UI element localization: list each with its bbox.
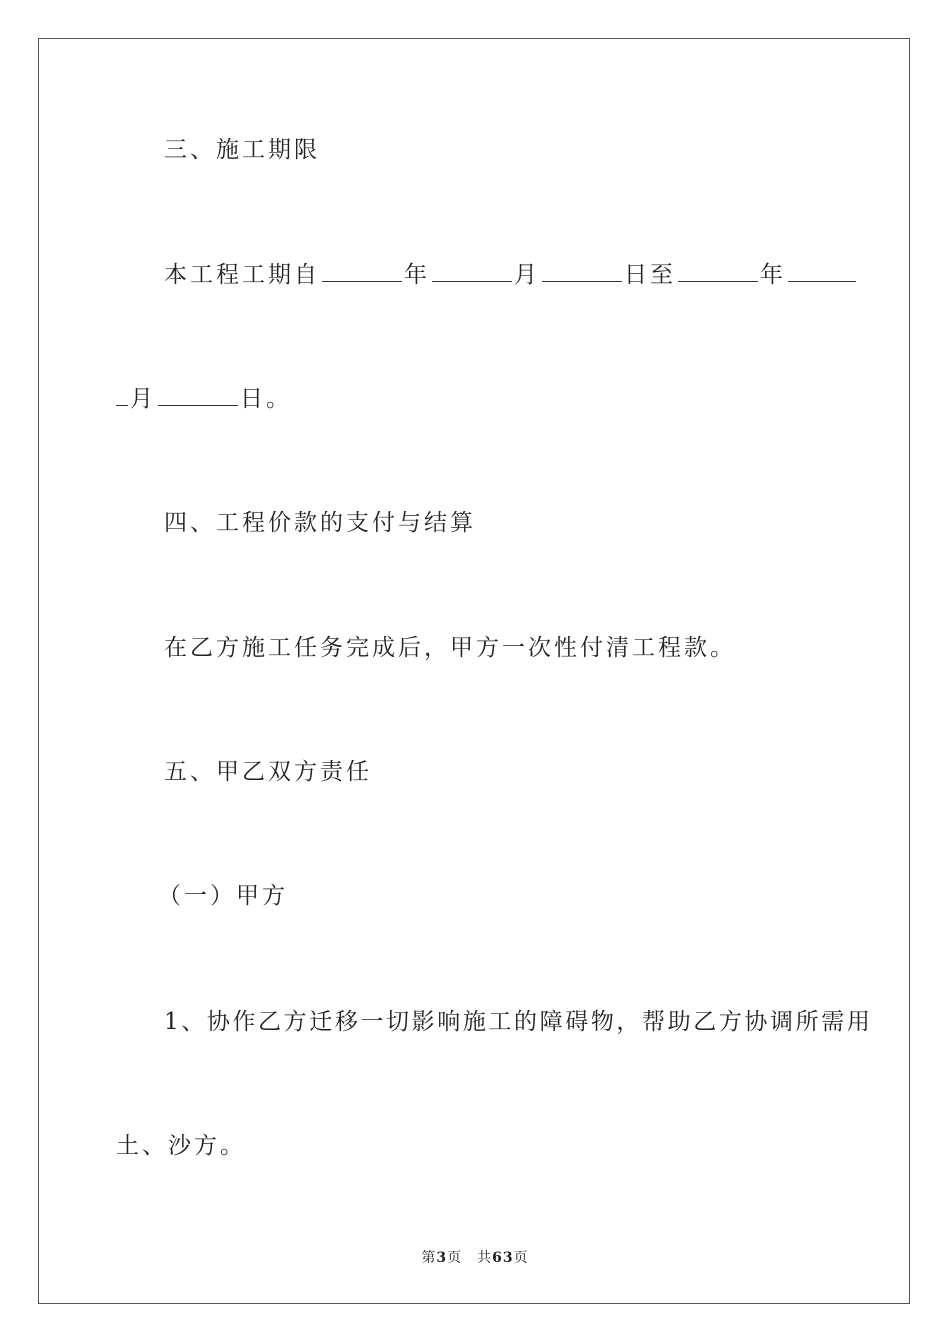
footer-total-pages: 63	[492, 1250, 514, 1266]
end-month-blank-part1[interactable]	[788, 261, 856, 282]
footer-mid: 页 共	[447, 1250, 493, 1266]
payment-text: 在乙方施工任务完成后，甲方一次性付清工程款。	[164, 635, 736, 661]
unit-year-end: 年	[760, 262, 786, 288]
unit-day-to: 日至	[624, 262, 676, 288]
party-a-heading: （一）甲方	[158, 883, 288, 909]
end-day-blank[interactable]	[158, 385, 238, 406]
start-year-blank[interactable]	[322, 261, 402, 282]
footer-current-page: 3	[436, 1250, 448, 1266]
item-1-line-1: 1、协作乙方迁移一切影响施工的障碍物，帮助乙方协调所需用	[164, 1009, 873, 1035]
end-year-blank[interactable]	[678, 261, 758, 282]
footer-prefix: 第	[421, 1250, 437, 1266]
period-line-2	[116, 384, 292, 414]
end-month-blank-part2[interactable]	[116, 385, 128, 406]
period-prefix: 本工程工期自	[164, 262, 320, 288]
footer-suffix: 页	[513, 1250, 529, 1266]
section-4-heading: 四、工程价款的支付与结算	[164, 510, 476, 536]
period-line-1	[164, 260, 858, 290]
start-month-blank[interactable]	[432, 261, 512, 282]
item-1-line-2: 土、沙方。	[116, 1133, 246, 1159]
start-day-blank[interactable]	[542, 261, 622, 282]
page-footer	[0, 1247, 950, 1267]
unit-year: 年	[404, 262, 430, 288]
page-border	[38, 38, 910, 1304]
section-5-heading: 五、甲乙双方责任	[164, 759, 372, 785]
unit-month-end: 月	[130, 386, 156, 412]
period-end: 日。	[240, 386, 292, 412]
section-3-heading: 三、施工期限	[164, 137, 320, 163]
unit-month: 月	[514, 262, 540, 288]
